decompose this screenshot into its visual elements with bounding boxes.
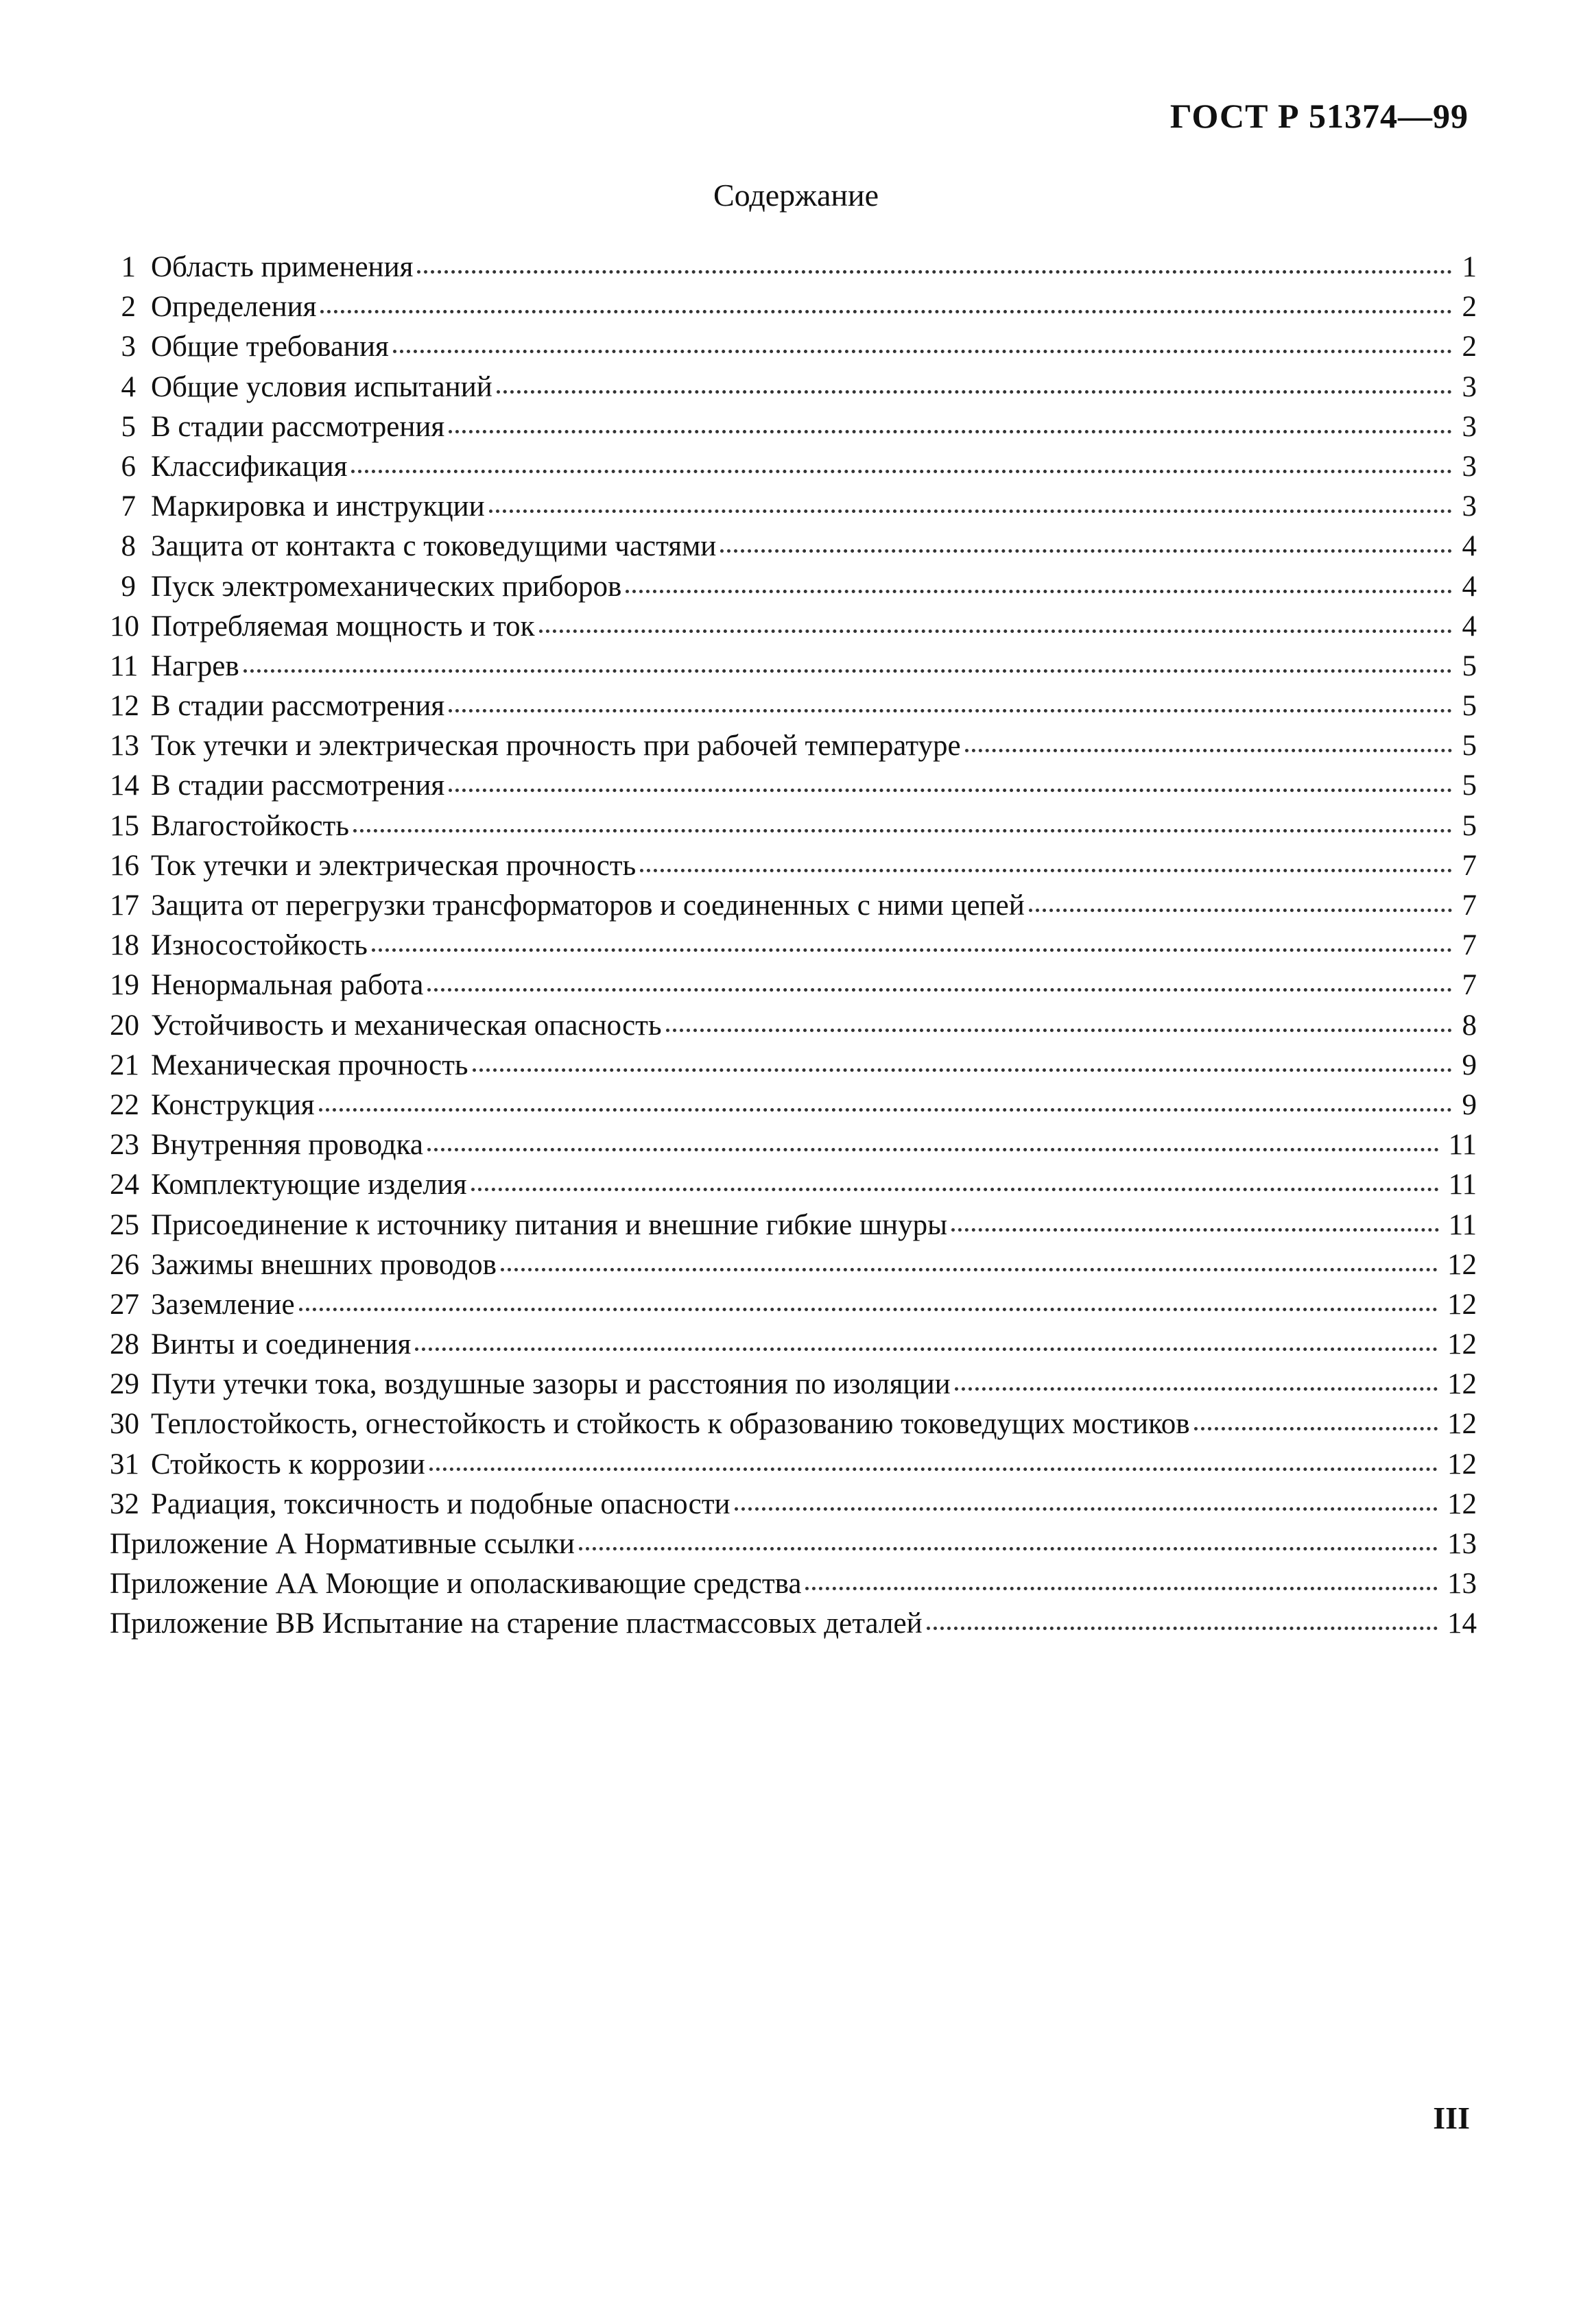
- toc-number: 29: [110, 1368, 139, 1401]
- toc-row: [110, 327, 1477, 367]
- toc-number: 12: [110, 690, 139, 723]
- toc-leader-dots: [579, 1547, 1438, 1550]
- toc-row: [110, 1285, 1477, 1325]
- toc-row: [110, 1365, 1477, 1404]
- toc-number: 30: [110, 1408, 139, 1441]
- toc-number: 8: [121, 530, 136, 563]
- toc-number: 3: [121, 331, 136, 363]
- toc-title: Содержание: [713, 178, 879, 213]
- toc-page: 7: [1462, 929, 1477, 962]
- toc-leader-dots: [497, 390, 1452, 394]
- toc-leader-dots: [1194, 1427, 1438, 1430]
- toc-row: [110, 1165, 1477, 1205]
- toc-page: 2: [1462, 291, 1477, 324]
- toc-page: 7: [1462, 969, 1477, 1002]
- toc-label: Пути утечки тока, воздушные зазоры и расстояния по изоляции: [151, 1368, 951, 1401]
- toc-row: [110, 1006, 1477, 1046]
- toc-row: [110, 966, 1477, 1005]
- toc-page: 3: [1462, 410, 1477, 443]
- toc-page: 9: [1462, 1049, 1477, 1081]
- toc-row: [110, 527, 1477, 566]
- toc-number: 9: [121, 570, 136, 603]
- toc-label: Устойчивость и механическая опасность: [151, 1009, 662, 1042]
- toc-row: [110, 1206, 1477, 1245]
- toc-label: Теплостойкость, огнестойкость и стойкость к образованию токоведущих мостиков: [151, 1408, 1190, 1441]
- toc-label: В стадии рассмотрения: [151, 410, 445, 443]
- toc-leader-dots: [351, 470, 1452, 473]
- toc-leader-dots: [640, 869, 1452, 872]
- toc-number: 1: [121, 251, 136, 283]
- toc-leader-dots: [449, 430, 1452, 433]
- toc-label: Классификация: [151, 450, 348, 483]
- toc-row: [110, 607, 1477, 647]
- toc-row: [110, 647, 1477, 686]
- toc-label: Конструкция: [151, 1088, 315, 1121]
- toc-page: 7: [1462, 889, 1477, 922]
- toc-page: 5: [1462, 730, 1477, 763]
- toc-row: [110, 287, 1477, 327]
- toc-row: [110, 726, 1477, 766]
- toc-number: 21: [110, 1049, 139, 1081]
- toc-label: Зажимы внешних проводов: [151, 1248, 497, 1281]
- toc-leader-dots: [501, 1268, 1438, 1271]
- toc-page: 12: [1447, 1368, 1477, 1401]
- toc-label: Определения: [151, 291, 317, 324]
- toc-leader-dots: [666, 1029, 1452, 1032]
- toc-row: [110, 1445, 1477, 1485]
- toc-label: Потребляемая мощность и ток: [151, 610, 535, 643]
- toc-leader-dots: [372, 948, 1452, 952]
- toc-row: [110, 1485, 1477, 1524]
- toc-label: Износостойкость: [151, 929, 368, 962]
- toc-leader-dots: [471, 1188, 1439, 1191]
- toc-label: Стойкость к коррозии: [151, 1448, 425, 1481]
- toc-number: 4: [121, 370, 136, 403]
- toc-row: [110, 447, 1477, 487]
- toc-leader-dots: [393, 350, 1452, 353]
- toc-label: В стадии рассмотрения: [151, 690, 445, 723]
- toc-number: 32: [110, 1487, 139, 1520]
- document-code: ГОСТ Р 51374—99: [1169, 97, 1469, 135]
- toc-page: 12: [1447, 1288, 1477, 1321]
- toc-leader-dots: [417, 270, 1452, 274]
- toc-page: 1: [1462, 251, 1477, 283]
- toc-row: [110, 686, 1477, 726]
- toc-label: Механическая прочность: [151, 1049, 468, 1081]
- toc-number: 28: [110, 1328, 139, 1361]
- toc-row: [110, 1325, 1477, 1365]
- toc-number: 10: [110, 610, 139, 643]
- toc-leader-dots: [243, 669, 1452, 673]
- toc-label: Общие условия испытаний: [151, 370, 492, 403]
- toc-number: 20: [110, 1009, 139, 1042]
- toc-leader-dots: [427, 988, 1452, 992]
- toc-leader-dots: [805, 1587, 1438, 1590]
- toc-page: 11: [1448, 1129, 1477, 1162]
- toc-number: 31: [110, 1448, 139, 1481]
- toc-number: 26: [110, 1248, 139, 1281]
- toc-row-appendix: [110, 1604, 1477, 1644]
- toc-label: Маркировка и инструкции: [151, 490, 485, 523]
- toc-row: [110, 926, 1477, 966]
- toc-leader-dots: [319, 1108, 1452, 1112]
- toc-page: 3: [1462, 370, 1477, 403]
- toc-label: Приложение АА Моющие и ополаскивающие средства: [110, 1568, 802, 1601]
- toc-row: [110, 487, 1477, 527]
- toc-leader-dots: [415, 1347, 1438, 1351]
- toc-leader-dots: [429, 1468, 1438, 1471]
- toc-page: 12: [1447, 1248, 1477, 1281]
- toc-page: 13: [1447, 1528, 1477, 1560]
- toc-page: 3: [1462, 450, 1477, 483]
- toc-row: [110, 886, 1477, 926]
- toc-page: 14: [1447, 1607, 1477, 1640]
- toc-row: [110, 1125, 1477, 1165]
- toc-row: [110, 567, 1477, 607]
- toc-label: Влагостойкость: [151, 809, 349, 842]
- toc-page: 12: [1447, 1328, 1477, 1361]
- toc-leader-dots: [951, 1228, 1439, 1232]
- toc-page: 5: [1462, 769, 1477, 802]
- toc-page: 8: [1462, 1009, 1477, 1042]
- toc-leader-dots: [353, 829, 1452, 832]
- toc-row: [110, 407, 1477, 447]
- toc-label: Радиация, токсичность и подобные опасности: [151, 1487, 730, 1520]
- toc-page: 4: [1462, 530, 1477, 563]
- toc-leader-dots: [473, 1068, 1452, 1072]
- toc-number: 15: [110, 809, 139, 842]
- toc-label: Приложение ВВ Испытание на старение пластмассовых деталей: [110, 1607, 923, 1640]
- toc-row: [110, 248, 1477, 287]
- toc-leader-dots: [449, 789, 1452, 792]
- toc-number: 17: [110, 889, 139, 922]
- toc-label: Присоединение к источнику питания и внешние гибкие шнуры: [151, 1208, 947, 1241]
- toc-label: Винты и соединения: [151, 1328, 412, 1361]
- toc-row: [110, 1086, 1477, 1125]
- toc-label: В стадии рассмотрения: [151, 769, 445, 802]
- toc-label: Ток утечки и электрическая прочность: [151, 849, 637, 882]
- toc-page: 12: [1447, 1448, 1477, 1481]
- toc-label: Приложение А Нормативные ссылки: [110, 1528, 575, 1560]
- toc-number: 2: [121, 291, 136, 324]
- toc-leader-dots: [965, 749, 1452, 752]
- toc-row: [110, 766, 1477, 806]
- toc-page: 11: [1448, 1169, 1477, 1201]
- toc-row: [110, 368, 1477, 407]
- toc-leader-dots: [489, 510, 1452, 513]
- toc-leader-dots: [320, 310, 1452, 313]
- toc-label: Ненормальная работа: [151, 969, 424, 1002]
- toc-number: 11: [110, 649, 139, 682]
- toc-row: [110, 1245, 1477, 1285]
- toc-label: Заземление: [151, 1288, 295, 1321]
- toc-page: 4: [1462, 570, 1477, 603]
- toc-page: 9: [1462, 1088, 1477, 1121]
- toc-number: 25: [110, 1208, 139, 1241]
- toc-number: 22: [110, 1088, 139, 1121]
- toc-row-appendix: [110, 1524, 1477, 1564]
- toc-page: 2: [1462, 331, 1477, 363]
- toc-page: 4: [1462, 610, 1477, 643]
- toc-number: 19: [110, 969, 139, 1002]
- table-of-contents: [110, 248, 1477, 1644]
- toc-label: Общие требования: [151, 331, 389, 363]
- toc-page: 3: [1462, 490, 1477, 523]
- toc-leader-dots: [735, 1507, 1438, 1511]
- toc-label: Защита от перегрузки трансформаторов и соединенных с ними цепей: [151, 889, 1025, 922]
- toc-label: Ток утечки и электрическая прочность при рабочей температуре: [151, 730, 961, 763]
- toc-leader-dots: [626, 590, 1452, 593]
- toc-page: 5: [1462, 649, 1477, 682]
- toc-row: [110, 806, 1477, 846]
- toc-number: 6: [121, 450, 136, 483]
- toc-leader-dots: [427, 1148, 1439, 1151]
- toc-number: 23: [110, 1129, 139, 1162]
- toc-page: 5: [1462, 809, 1477, 842]
- toc-page: 13: [1447, 1568, 1477, 1601]
- toc-page: 7: [1462, 849, 1477, 882]
- toc-row: [110, 1046, 1477, 1086]
- toc-leader-dots: [927, 1627, 1438, 1630]
- toc-number: 24: [110, 1169, 139, 1201]
- toc-page: 11: [1448, 1208, 1477, 1241]
- toc-leader-dots: [449, 709, 1452, 712]
- toc-number: 16: [110, 849, 139, 882]
- toc-number: 14: [110, 769, 139, 802]
- toc-label: Пуск электромеханических приборов: [151, 570, 622, 603]
- toc-leader-dots: [955, 1387, 1438, 1391]
- toc-number: 27: [110, 1288, 139, 1321]
- toc-number: 5: [121, 410, 136, 443]
- toc-label: Внутренняя проводка: [151, 1129, 423, 1162]
- toc-row-appendix: [110, 1564, 1477, 1604]
- toc-label: Защита от контакта с токоведущими частями: [151, 530, 717, 563]
- toc-number: 18: [110, 929, 139, 962]
- page-number: III: [1433, 2100, 1470, 2135]
- toc-label: Комплектующие изделия: [151, 1169, 467, 1201]
- toc-page: 12: [1447, 1408, 1477, 1441]
- toc-leader-dots: [1029, 909, 1452, 912]
- toc-leader-dots: [720, 549, 1452, 553]
- toc-row: [110, 1404, 1477, 1444]
- toc-label: Нагрев: [151, 649, 239, 682]
- toc-leader-dots: [539, 630, 1452, 633]
- toc-number: 13: [110, 730, 139, 763]
- toc-leader-dots: [299, 1308, 1438, 1311]
- toc-page: 12: [1447, 1487, 1477, 1520]
- toc-number: 7: [121, 490, 136, 523]
- toc-label: Область применения: [151, 251, 414, 283]
- toc-page: 5: [1462, 690, 1477, 723]
- toc-row: [110, 846, 1477, 886]
